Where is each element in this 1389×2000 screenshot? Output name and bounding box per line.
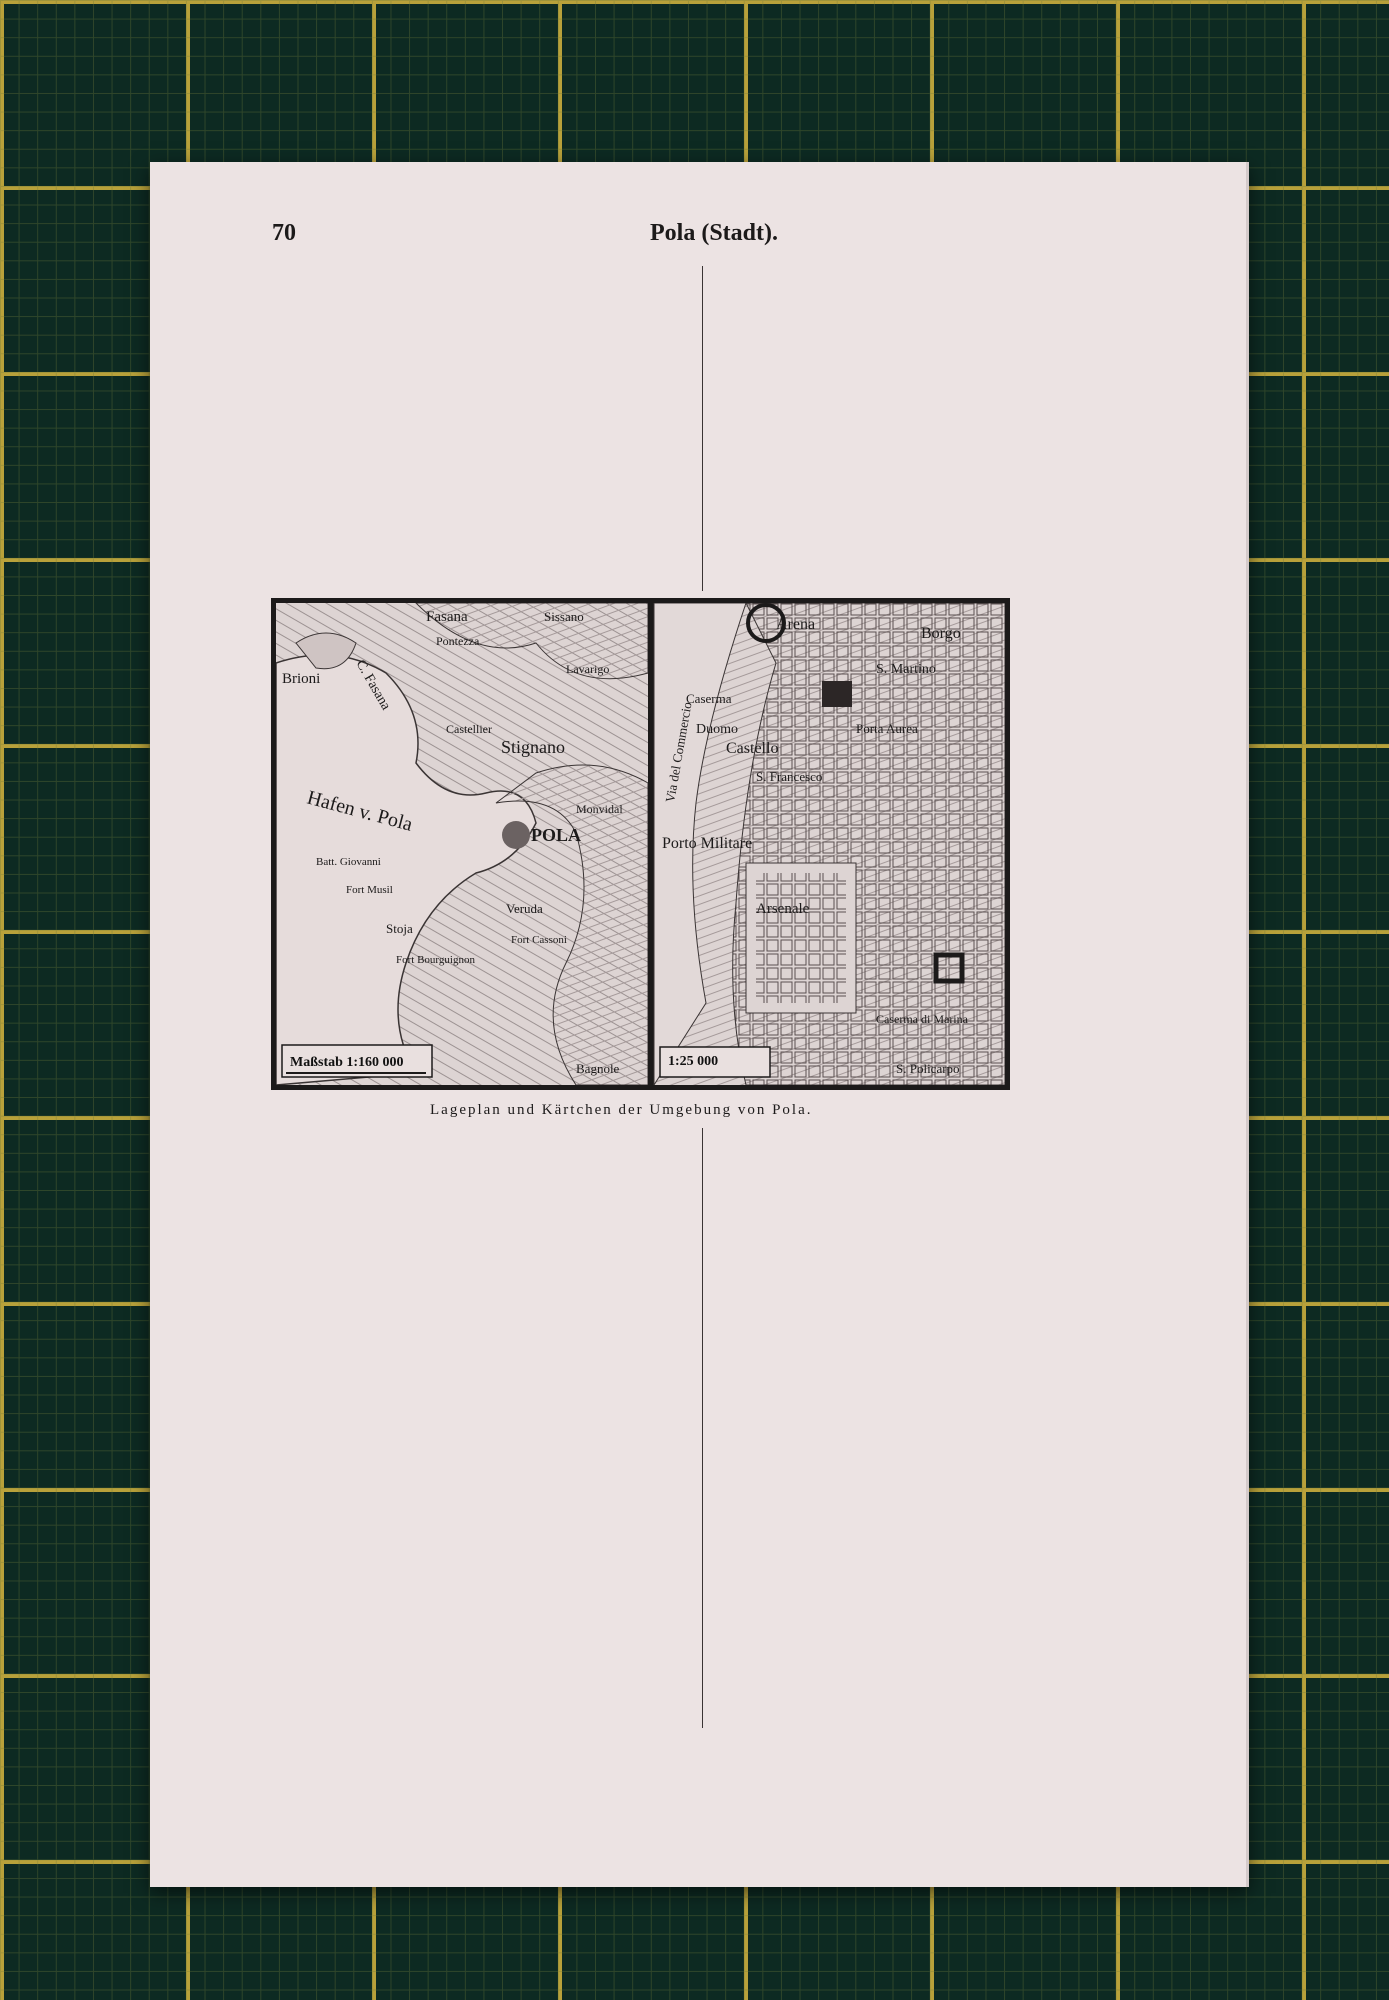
map-label-caserma-marina: Caserma di Marina <box>876 1012 968 1026</box>
column-left-bottom <box>272 1128 692 1728</box>
map-label-borgo: Borgo <box>921 625 961 642</box>
map-label-monvidal: Monvidal <box>576 802 623 816</box>
map-right-scale: 1:25 000 <box>668 1054 719 1069</box>
map-label-fort-cassoni: Fort Cassoni <box>511 934 567 946</box>
map-label-veruda: Veruda <box>506 901 543 916</box>
map-svg <box>276 603 1005 1085</box>
column-divider-top <box>702 266 703 591</box>
map-label-brioni: Brioni <box>282 671 321 687</box>
map-label-c-fasana: C. Fasana <box>352 657 394 713</box>
map-label-s-francesco: S. Francesco <box>756 769 823 784</box>
map-label-lavarigo: Lavarigo <box>566 662 610 676</box>
map-label-hafen: Hafen v. Pola <box>304 786 415 836</box>
map-label-pola: POLA <box>531 825 582 845</box>
map-label-fasana: Fasana <box>426 609 468 625</box>
map-left-panel <box>276 603 648 1085</box>
column-right-top <box>712 266 1120 591</box>
map-label-arena: Arena <box>776 616 816 633</box>
book-page <box>150 162 1249 1887</box>
map-label-fort-musil: Fort Musil <box>346 884 393 896</box>
column-left-top <box>272 266 692 591</box>
map-label-sissano: Sissano <box>544 609 584 624</box>
map-label-arsenale: Arsenale <box>756 901 810 917</box>
map-label-castello: Castello <box>726 740 779 757</box>
map-label-fort-bourguignon: Fort Bourguignon <box>396 954 475 966</box>
map-left-scale: Maßstab 1:160 000 <box>290 1055 404 1070</box>
map-label-bagnole: Bagnole <box>576 1061 620 1076</box>
map-label-via-commercio: Via del Commercio <box>662 700 695 804</box>
map-label-stignano: Stignano <box>501 737 566 757</box>
map-label-castellier: Castellier <box>446 722 492 736</box>
page-number: 70 <box>272 220 296 246</box>
map-label-batt-giovanni: Batt. Giovanni <box>316 856 381 868</box>
map-label-s-policarpo: S. Policarpo <box>896 1061 960 1076</box>
map-label-duomo: Duomo <box>696 722 738 737</box>
map-caption: Lageplan und Kärtchen der Umgebung von Pola. <box>430 1102 813 1118</box>
map-label-stoja: Stoja <box>386 921 413 936</box>
column-divider-bottom <box>702 1128 703 1728</box>
column-right-bottom <box>712 1128 1120 1728</box>
map-figure <box>271 598 1010 1090</box>
map-label-pontezza: Pontezza <box>436 634 480 648</box>
map-label-caserma: Caserma <box>686 691 732 706</box>
running-head: Pola (Stadt). <box>650 220 778 246</box>
map-label-porto-militare: Porto Militare <box>662 835 753 852</box>
map-label-porta-aurea: Porta Aurea <box>856 721 918 736</box>
column-right-narrow <box>1020 592 1120 1212</box>
page-header <box>150 220 1246 256</box>
map-panel-divider <box>648 603 654 1085</box>
map-label-s-martino: S. Martino <box>876 662 936 677</box>
map-right-panel <box>654 603 1005 1085</box>
